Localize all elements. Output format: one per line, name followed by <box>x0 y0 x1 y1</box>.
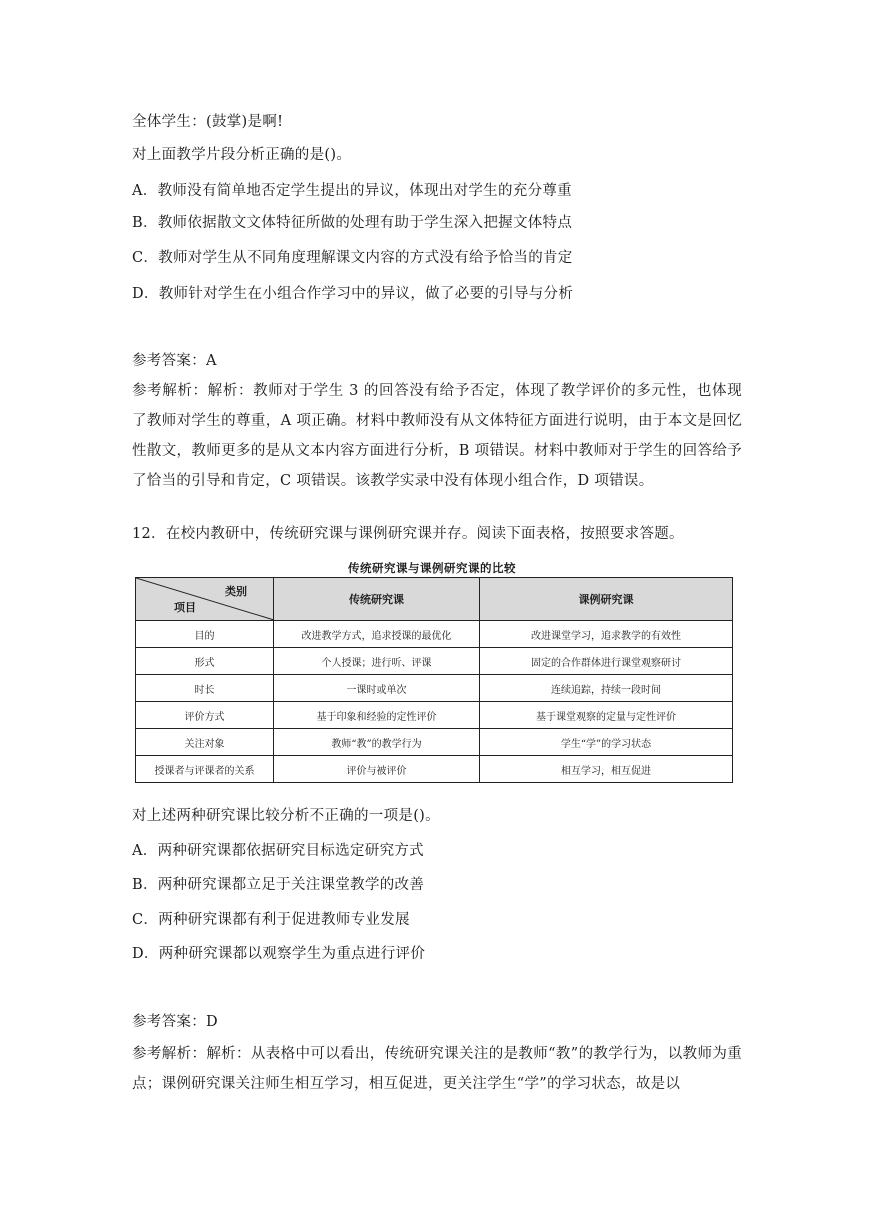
table-header-row <box>136 578 733 621</box>
row-header: 目的 <box>136 621 274 648</box>
dialogue-line: 全体学生：(鼓掌)是啊! <box>132 114 284 130</box>
table-cell: 个人授课；进行听、评课 <box>274 648 480 675</box>
option-d: D．教师针对学生在小组合作学习中的异议，做了必要的引导与分析 <box>132 286 574 302</box>
table-corner-cell <box>136 578 274 621</box>
row-header: 时长 <box>136 675 274 702</box>
option-d: D．两种研究课都以观察学生为重点进行评价 <box>132 946 426 962</box>
option-c: C．教师对学生从不同角度理解课文内容的方式没有给予恰当的肯定 <box>132 250 573 266</box>
table-cell: 连续追踪，持续一段时间 <box>480 675 733 702</box>
table-row <box>136 702 733 729</box>
table-row <box>136 729 733 756</box>
question-stem: 对上面教学片段分析正确的是()。 <box>132 147 352 163</box>
reference-analysis: 参考解析：解析：从表格中可以看出，传统研究课关注的是教师“教”的教学行为，以教师为重点；课例研究课关注师生相互学习，相互促进，更关注学生“学”的学习状态，故是以 <box>132 1046 742 1092</box>
row-header: 形式 <box>136 648 274 675</box>
table-row <box>136 621 733 648</box>
option-b: B．两种研究课都立足于关注课堂教学的改善 <box>132 877 425 893</box>
table-cell: 教师“教”的教学行为 <box>274 729 480 756</box>
table-cell: 学生“学”的学习状态 <box>480 729 733 756</box>
comparison-table <box>135 577 733 783</box>
option-c: C．两种研究课都有利于促进教师专业发展 <box>132 912 410 928</box>
column-header: 传统研究课 <box>274 578 480 621</box>
row-header: 关注对象 <box>136 729 274 756</box>
table-cell: 一课时或单次 <box>274 675 480 702</box>
table-cell: 改进教学方式，追求授课的最优化 <box>274 621 480 648</box>
corner-label-category: 类别 <box>225 585 247 598</box>
option-a: A．两种研究课都依据研究目标选定研究方式 <box>132 843 424 859</box>
table-cell: 基于课堂观察的定量与定性评价 <box>480 702 733 729</box>
column-header: 课例研究课 <box>480 578 733 621</box>
table-cell: 改进课堂学习，追求教学的有效性 <box>480 621 733 648</box>
table-row <box>136 756 733 783</box>
table-row <box>136 675 733 702</box>
table-cell: 固定的合作群体进行课堂观察研讨 <box>480 648 733 675</box>
question-stem: 12．在校内教研中，传统研究课与课例研究课并存。阅读下面表格，按照要求答题。 <box>132 526 684 542</box>
reference-analysis: 参考解析：解析：教师对于学生 3 的回答没有给予否定，体现了教学评价的多元性，也体现了教师对学生的尊重，A 项正确。材料中教师没有从文体特征方面进行说明，由于本文是回忆性散文，教师更多的是从文本内容方面进行分析，B 项错误。材料中教师对于学生的回答给予了恰当的引导和肯定，C 项错误。该教学实录中没有体现小组合作，D 项错误。 <box>132 383 742 489</box>
question-stem: 对上述两种研究课比较分析不正确的一项是()。 <box>132 808 440 824</box>
row-header: 评价方式 <box>136 702 274 729</box>
option-a: A．教师没有简单地否定学生提出的异议，体现出对学生的充分尊重 <box>132 183 572 199</box>
table-row <box>136 648 733 675</box>
corner-label-item: 项目 <box>174 601 196 614</box>
reference-answer: 参考答案：A <box>132 353 217 369</box>
table-title: 传统研究课与课例研究课的比较 <box>348 561 516 575</box>
table-cell: 评价与被评价 <box>274 756 480 783</box>
table-cell: 相互学习，相互促进 <box>480 756 733 783</box>
row-header: 授课者与评课者的关系 <box>136 756 274 783</box>
table-cell: 基于印象和经验的定性评价 <box>274 702 480 729</box>
reference-answer: 参考答案：D <box>132 1014 218 1030</box>
option-b: B．教师依据散文文体特征所做的处理有助于学生深入把握文体特点 <box>132 215 573 231</box>
diagonal-divider <box>136 578 274 620</box>
